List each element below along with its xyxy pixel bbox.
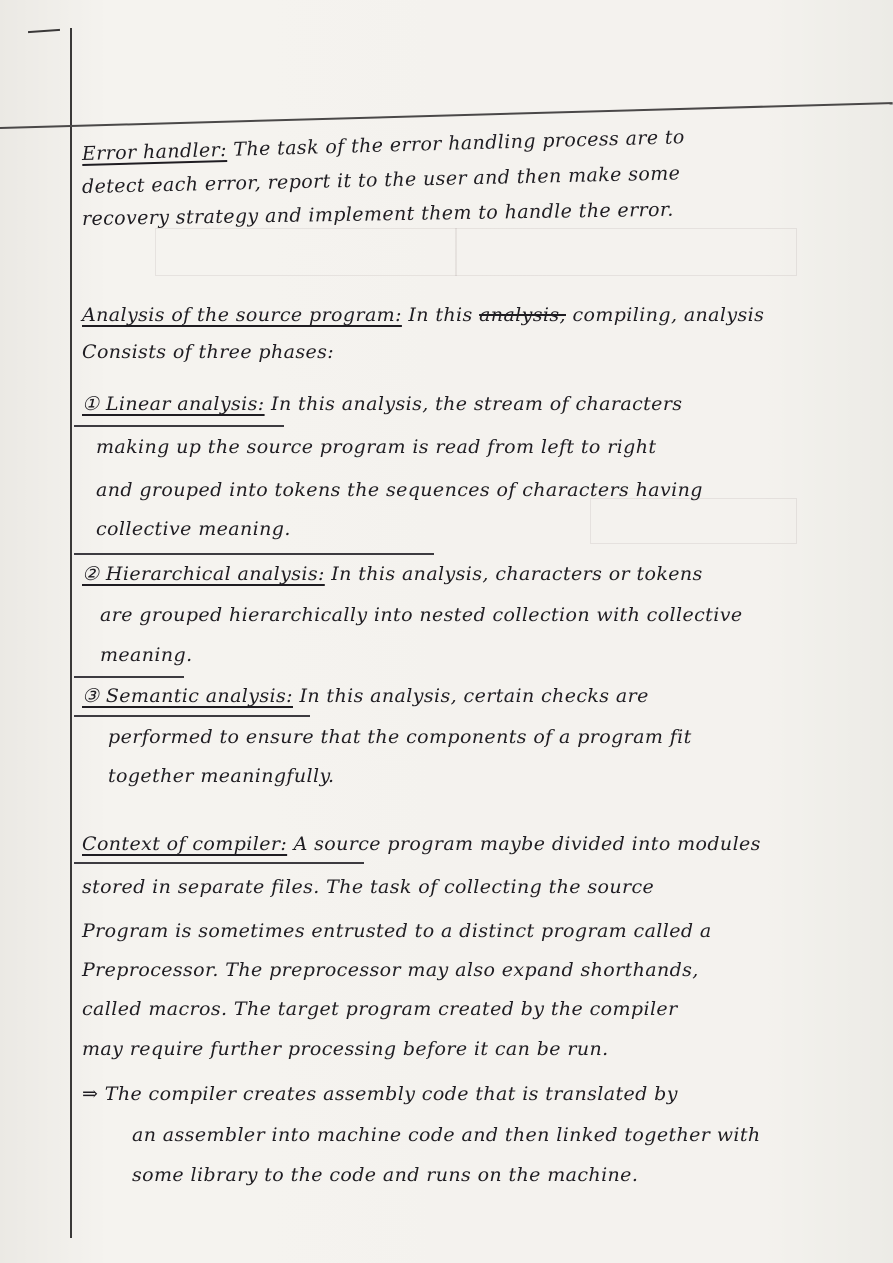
bleed-through-box — [590, 498, 797, 544]
context-line-7: ⇒ The compiler creates assembly code that is translated by — [82, 1083, 678, 1105]
semantic-heading: ③ Semantic analysis: — [82, 685, 293, 707]
semantic-top-rule — [74, 676, 184, 678]
hierarchical-line-1: ② Hierarchical analysis: In this analysis, characters or tokens — [82, 563, 703, 585]
context-line-5: called macros. The target program created by the compiler — [82, 998, 678, 1020]
context-line-8: an assembler into machine code and then linked together with — [132, 1124, 761, 1146]
context-line-4: Preprocessor. The preprocessor may also expand shorthands, — [82, 959, 699, 981]
context-heading-rule — [74, 862, 364, 864]
linear-analysis-line-4: collective meaning. — [96, 518, 291, 540]
context-line-1: Context of compiler: A source program maybe divided into modules — [82, 833, 761, 855]
analysis-heading: Analysis of the source program: — [82, 304, 402, 326]
bleed-through-box — [455, 228, 797, 276]
context-heading: Context of compiler: — [82, 833, 288, 855]
context-line-2: stored in separate files. The task of collecting the source — [82, 876, 655, 898]
semantic-line-3: together meaningfully. — [108, 765, 335, 787]
corner-mark — [28, 29, 60, 33]
context-line-6: may require further processing before it can be run. — [82, 1038, 609, 1060]
hierarchical-line-3: meaning. — [100, 644, 193, 666]
linear-analysis-line-2: making up the source program is read from left to right — [96, 436, 657, 458]
linear-analysis-line-3: and grouped into tokens the sequences of characters having — [96, 479, 703, 501]
header-rule — [0, 102, 893, 129]
analysis-line-1: Analysis of the source program: In this analysis, compiling, analysis — [82, 304, 765, 326]
linear-analysis-heading: ① Linear analysis: — [82, 393, 265, 415]
context-line-3: Program is sometimes entrusted to a distinct program called a — [82, 920, 712, 942]
semantic-line-2: performed to ensure that the components of a program fit — [108, 726, 692, 748]
context-line-9: some library to the code and runs on the machine. — [132, 1164, 639, 1186]
error-handler-line-2: detect each error, report it to the user and then make some — [81, 162, 681, 198]
error-handler-line-1: Error handler: The task of the error handling process are to — [81, 126, 686, 165]
margin-rule — [70, 28, 72, 1238]
hierarchical-top-rule — [74, 553, 434, 555]
error-handler-line-3: recovery strategy and implement them to handle the error. — [81, 198, 674, 230]
linear-analysis-line-1: ① Linear analysis: In this analysis, the stream of characters — [82, 393, 683, 415]
bleed-through-box — [155, 228, 457, 276]
hierarchical-heading: ② Hierarchical analysis: — [82, 563, 325, 585]
error-handler-heading: Error handler: — [81, 138, 228, 165]
semantic-line-1: ③ Semantic analysis: In this analysis, certain checks are — [82, 685, 649, 707]
hierarchical-line-2: are grouped hierarchically into nested collection with collective — [100, 604, 743, 626]
semantic-heading-rule — [74, 715, 310, 717]
struck-word: analysis, — [479, 304, 566, 326]
analysis-line-2: Consists of three phases: — [82, 341, 335, 363]
linear-heading-rule — [74, 425, 284, 427]
